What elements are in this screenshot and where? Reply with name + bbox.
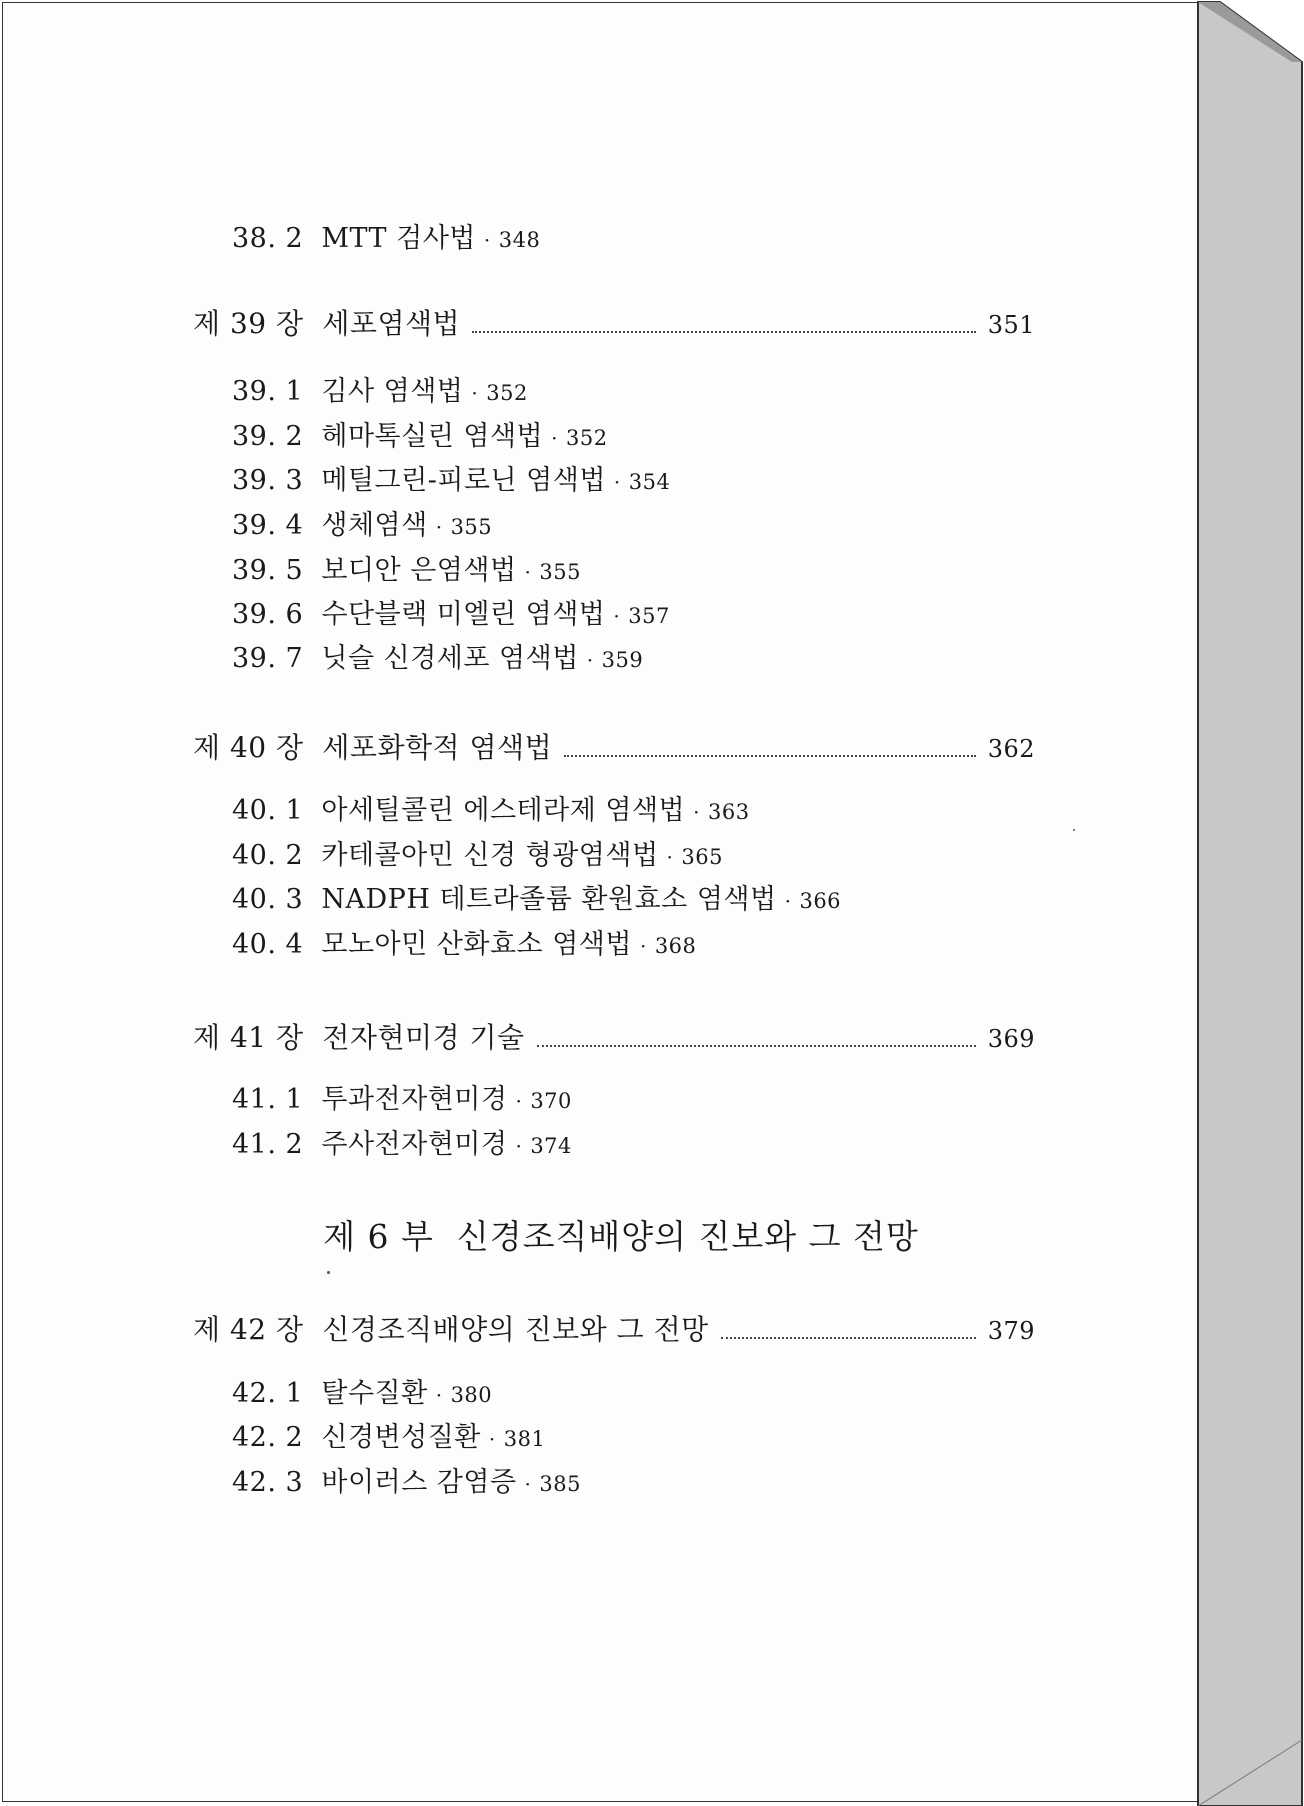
toc-section-entry xyxy=(232,467,670,494)
section-number: 42. 2 xyxy=(232,1422,304,1453)
chapter-title: 전자현미경 기술 xyxy=(322,1021,525,1054)
section-title: 김사 염색법 xyxy=(321,376,464,407)
section-page-number: 381 xyxy=(503,1427,546,1451)
toc-section-entry xyxy=(232,931,696,958)
part-label: 제 6 부 xyxy=(323,1217,434,1256)
chapter-page-number: 369 xyxy=(987,1025,1035,1053)
section-number: 40. 3 xyxy=(232,884,304,915)
spacer xyxy=(304,1313,323,1346)
spacer xyxy=(303,643,321,674)
spacer xyxy=(304,731,323,764)
spacer xyxy=(304,307,323,340)
page-separator-dot: · xyxy=(515,1134,523,1158)
section-title: 신경변성질환 xyxy=(321,1422,481,1453)
toc-section-entry xyxy=(232,886,841,913)
section-page-number: 368 xyxy=(654,934,697,958)
section-page-number: 352 xyxy=(565,426,608,450)
chapter-heading xyxy=(193,731,553,764)
spacer xyxy=(303,421,321,452)
section-page-number: 359 xyxy=(601,648,644,672)
chapter-heading xyxy=(193,307,461,340)
page-separator-dot: · xyxy=(524,1472,532,1496)
page-separator-dot: · xyxy=(435,1383,443,1407)
spacer xyxy=(303,1129,321,1160)
section-number: 39. 1 xyxy=(232,376,304,407)
section-title: 아세틸콜린 에스테라제 염색법 xyxy=(321,795,686,826)
page-separator-dot: · xyxy=(613,604,621,628)
toc-part-heading xyxy=(3,1217,1199,1256)
section-page-number: 380 xyxy=(450,1383,493,1407)
chapter-label: 제 42 장 xyxy=(193,1313,304,1346)
spacer xyxy=(304,1021,323,1054)
section-number: 40. 1 xyxy=(232,795,304,826)
spacer xyxy=(303,223,321,254)
print-speck xyxy=(327,1271,330,1274)
page-separator-dot: · xyxy=(471,381,479,405)
chapter-page-number: 362 xyxy=(987,735,1035,763)
section-title: 탈수질환 xyxy=(321,1378,428,1409)
chapter-label: 제 40 장 xyxy=(193,731,304,764)
toc-section-entry xyxy=(232,645,643,672)
spacer xyxy=(303,929,321,960)
section-page-number: 357 xyxy=(628,604,670,628)
dot-leader xyxy=(472,331,976,333)
spacer xyxy=(434,1217,457,1256)
page-separator-dot: · xyxy=(586,648,594,672)
section-number: 39. 4 xyxy=(232,510,304,541)
section-title: 메틸그린-피로닌 염색법 xyxy=(321,465,606,496)
toc-section-entry xyxy=(232,1086,572,1113)
spacer xyxy=(303,1467,321,1498)
section-number: 38. 2 xyxy=(232,223,304,254)
section-number: 39. 3 xyxy=(232,465,304,496)
section-page-number: 385 xyxy=(539,1472,581,1496)
section-page-number: 355 xyxy=(450,515,493,539)
dot-leader xyxy=(564,755,976,757)
section-page-number: 352 xyxy=(486,381,528,405)
toc-section-entry xyxy=(232,601,670,628)
section-page-number: 355 xyxy=(539,560,581,584)
toc-section-entry xyxy=(232,378,528,405)
section-number: 42. 3 xyxy=(232,1467,304,1498)
page-separator-dot: · xyxy=(488,1427,496,1451)
page-separator-dot: · xyxy=(515,1089,523,1113)
section-title: MTT 검사법 xyxy=(321,223,476,254)
section-number: 42. 1 xyxy=(232,1378,304,1409)
section-page-number: 363 xyxy=(707,800,750,824)
toc-chapter-entry xyxy=(193,1313,1035,1346)
section-page-number: 370 xyxy=(530,1089,572,1113)
page-separator-dot: · xyxy=(693,800,700,824)
toc-chapter-entry xyxy=(193,1021,1035,1054)
section-page-number: 366 xyxy=(799,889,842,913)
spacer xyxy=(303,376,321,407)
chapter-title: 세포화학적 염색법 xyxy=(322,731,553,764)
section-number: 40. 2 xyxy=(232,840,304,871)
toc-section-entry xyxy=(232,842,723,869)
section-title: 닛슬 신경세포 염색법 xyxy=(321,643,579,674)
spacer xyxy=(303,840,321,871)
toc-section-entry xyxy=(232,1131,572,1158)
spacer xyxy=(303,599,321,630)
section-page-number: 365 xyxy=(681,845,723,869)
page-separator-dot: · xyxy=(435,515,443,539)
spacer xyxy=(303,884,321,915)
section-number: 39. 7 xyxy=(232,643,304,674)
section-title: 보디안 은염색법 xyxy=(321,555,517,586)
toc-section-entry xyxy=(232,1380,492,1407)
chapter-label: 제 41 장 xyxy=(193,1021,304,1054)
spacer xyxy=(303,1422,321,1453)
spacer xyxy=(303,510,321,541)
section-number: 40. 4 xyxy=(232,929,304,960)
spacer xyxy=(303,1378,321,1409)
section-title: 주사전자현미경 xyxy=(321,1129,508,1160)
spacer xyxy=(303,795,321,826)
dot-leader xyxy=(537,1045,976,1047)
page-separator-dot: · xyxy=(613,470,621,494)
section-number: 39. 2 xyxy=(232,421,304,452)
chapter-page-number: 379 xyxy=(987,1317,1035,1345)
chapter-title: 신경조직배양의 진보와 그 전망 xyxy=(322,1313,709,1346)
spacer xyxy=(303,465,321,496)
print-speck xyxy=(1073,829,1075,831)
section-title: NADPH 테트라졸륨 환원효소 염색법 xyxy=(321,884,777,915)
section-number: 39. 5 xyxy=(232,555,304,586)
page-face xyxy=(2,2,1198,1802)
chapter-page-number: 351 xyxy=(987,311,1035,339)
page-separator-dot: · xyxy=(784,889,792,913)
page-separator-dot: · xyxy=(483,228,491,252)
toc-section-entry xyxy=(232,1424,545,1451)
section-title: 바이러스 감염증 xyxy=(321,1467,517,1498)
toc-chapter-entry xyxy=(193,731,1035,764)
spacer xyxy=(303,1084,321,1115)
section-title: 생체염색 xyxy=(321,510,428,541)
dot-leader xyxy=(721,1337,976,1339)
section-title: 모노아민 산화효소 염색법 xyxy=(321,929,632,960)
toc-section-entry xyxy=(232,423,608,450)
spacer xyxy=(303,555,321,586)
section-number: 39. 6 xyxy=(232,599,304,630)
part-title: 신경조직배양의 진보와 그 전망 xyxy=(456,1217,919,1256)
section-title: 수단블랙 미엘린 염색법 xyxy=(321,599,606,630)
page-separator-dot: · xyxy=(524,560,532,584)
chapter-heading xyxy=(193,1021,525,1054)
section-page-number: 374 xyxy=(530,1134,572,1158)
chapter-label: 제 39 장 xyxy=(193,307,304,340)
section-title: 투과전자현미경 xyxy=(321,1084,508,1115)
toc-section-entry xyxy=(232,797,750,824)
section-title: 헤마톡실린 염색법 xyxy=(321,421,544,452)
toc-section-entry xyxy=(232,557,581,584)
section-page-number: 354 xyxy=(628,470,671,494)
toc-section-entry xyxy=(232,225,540,252)
toc-chapter-entry xyxy=(193,307,1035,340)
toc-section-entry xyxy=(232,1469,581,1496)
section-page-number: 348 xyxy=(498,228,541,252)
toc-section-entry xyxy=(232,512,492,539)
section-title: 카테콜아민 신경 형광염색법 xyxy=(321,840,659,871)
section-number: 41. 1 xyxy=(232,1084,304,1115)
page-separator-dot: · xyxy=(666,845,674,869)
chapter-heading xyxy=(193,1313,709,1346)
chapter-title: 세포염색법 xyxy=(322,307,461,340)
page-separator-dot: · xyxy=(639,934,647,958)
page-separator-dot: · xyxy=(551,426,558,450)
section-number: 41. 2 xyxy=(232,1129,304,1160)
